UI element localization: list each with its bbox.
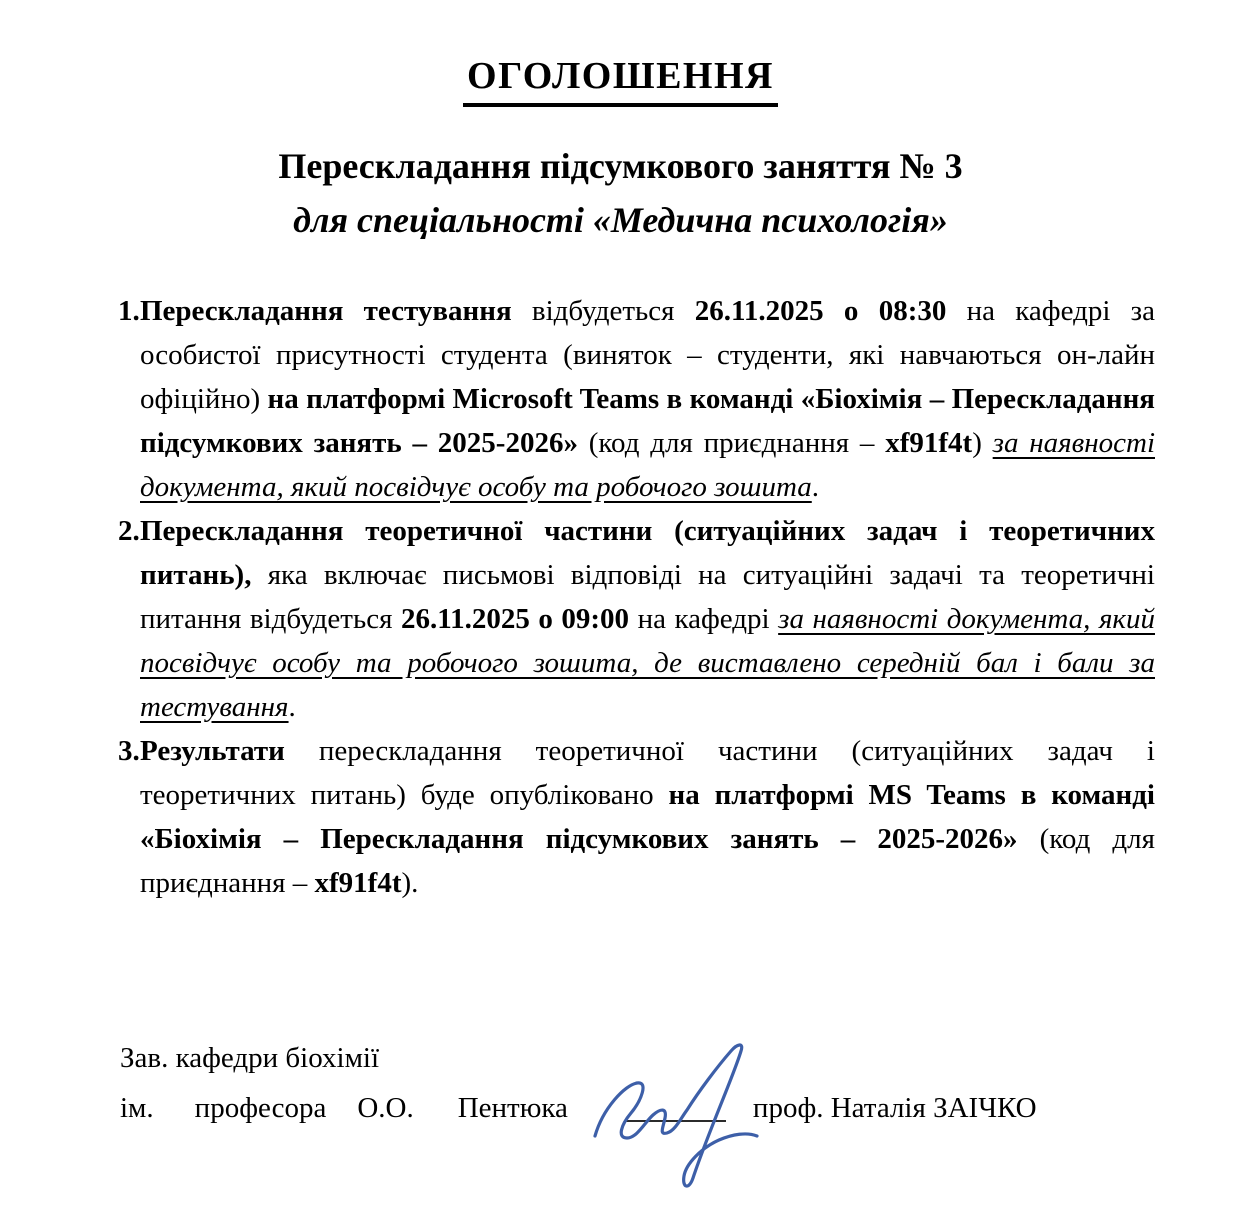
item-number: 3. bbox=[118, 735, 140, 767]
announcement-list bbox=[118, 289, 1155, 905]
item-number: 1. bbox=[118, 295, 140, 327]
signature-word-im: ім. bbox=[120, 1092, 154, 1124]
item-text-run: за наявності документа, який посвідчує особу та робочого зошита, де виставлено середній бал і бали за тестування bbox=[140, 603, 1155, 723]
announcement-item bbox=[118, 289, 1155, 509]
item-text-run: . bbox=[811, 471, 820, 503]
signature-word-initials: О.О. bbox=[357, 1092, 414, 1124]
item-text-run: на кафедрі за особистої присутності студента (виняток – студенти, які навчаються он-лайн офіційно) bbox=[140, 295, 1155, 415]
item-text-run: xf91f4t bbox=[314, 867, 402, 899]
item-text-run: 26.11.2025 о 08:30 bbox=[694, 295, 967, 327]
item-text-run: 26.11.2025 о 09:00 bbox=[400, 603, 638, 635]
item-text-run: (код для приєднання – bbox=[588, 427, 886, 459]
subtitle-line-2: для спеціальності «Медична психологія» bbox=[293, 200, 948, 240]
item-text-run: перескладання теоретичної частини (ситуаційних задач і теоретичних питань) буде опубліковано bbox=[140, 735, 1155, 811]
item-text-run: (код для приєднання – bbox=[140, 823, 1155, 899]
item-text-run: ) bbox=[972, 427, 993, 459]
signature-block bbox=[120, 1034, 1155, 1132]
signature-word-pentiuka: Пентюка bbox=[457, 1092, 568, 1124]
subtitle-line-1: Перескладання підсумкового заняття № 3 bbox=[278, 146, 963, 186]
item-text-run: на платформі Microsoft Teams в команді «Біохімія – Перескладання підсумкових занять – 2025-2026» bbox=[140, 383, 1155, 459]
signature-line bbox=[120, 1084, 1155, 1132]
signature-word-profesora: професора bbox=[194, 1092, 327, 1124]
announcement-item bbox=[118, 509, 1155, 729]
item-number: 2. bbox=[118, 515, 140, 547]
signature-underline bbox=[625, 1120, 726, 1122]
item-text-run: за наявності документа, який посвідчує особу та робочого зошита bbox=[140, 427, 1155, 503]
item-text-run: . bbox=[288, 691, 296, 723]
item-text-run: Перескладання тестування bbox=[140, 295, 532, 327]
item-text-run: ). bbox=[401, 867, 419, 899]
item-text-run: відбудеться bbox=[531, 295, 695, 327]
page-title: ОГОЛОШЕННЯ bbox=[463, 54, 778, 107]
item-text-run: xf91f4t bbox=[885, 427, 973, 459]
signer-name: проф. Наталія ЗАІЧКО bbox=[752, 1092, 1037, 1124]
item-text-run: на платформі MS Teams в команді «Біохімія – Перескладання підсумкових занять – 2025-2026» bbox=[140, 779, 1155, 855]
item-text-run: на кафедрі bbox=[637, 603, 779, 635]
item-text-run: Результати bbox=[140, 735, 319, 767]
item-text-run: яка включає письмові відповіді на ситуаційні задачі та теоретичні питання відбудеться bbox=[140, 559, 1155, 635]
item-text-run: Перескладання теоретичної частини (ситуаційних задач і теоретичних питань), bbox=[140, 515, 1155, 591]
signature-role-line: Зав. кафедри біохімії bbox=[120, 1042, 380, 1074]
announcement-item bbox=[118, 729, 1155, 905]
